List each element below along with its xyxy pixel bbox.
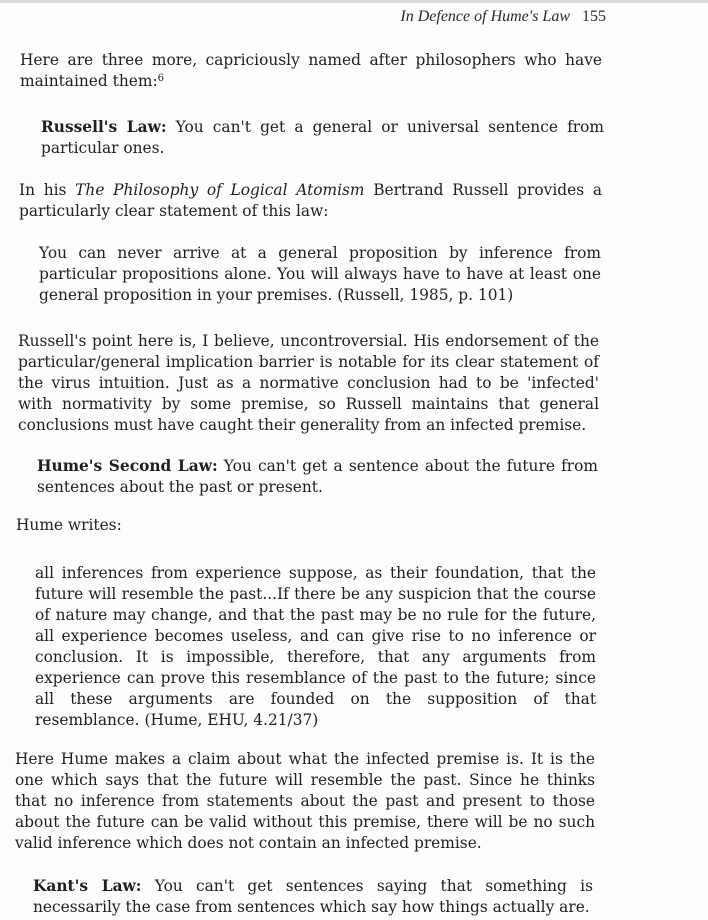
paragraph-hume-writes: Hume writes: xyxy=(16,516,122,534)
page-number: 155 xyxy=(582,8,606,25)
page-top-edge xyxy=(0,0,708,3)
russells-law-statement: Russell's Law: You can't get a general or universal sentence from particular ones. xyxy=(41,118,604,157)
paragraph-russell-point: Russell's point here is, I believe, uncontroversial. His endorsement of the particular/general implication barrier is notable for its clear statement of the virus intuition. Just as a normative conclusion had to be 'infected' with normativity by some premise, so Russell maintains that general conclusions must have caught their generality from an infected premise. xyxy=(18,332,599,434)
humes-second-law-statement: Hume's Second Law: You can't get a sentence about the future from sentences about the past or present. xyxy=(37,457,598,496)
blockquote-russell: You can never arrive at a general proposition by inference from particular propositions alone. You will always have to have at least one general proposition in your premises. (Russell, 1985, p. 101) xyxy=(39,244,601,304)
book-title: The Philosophy of Logical Atomism xyxy=(75,181,365,199)
humes-second-law-label: Hume's Second Law: xyxy=(37,457,218,475)
kants-law-statement: Kant's Law: You can't get sentences saying that something is necessarily the case from sentences which say how things actually are. xyxy=(33,877,593,916)
paragraph-infected-premise: Here Hume makes a claim about what the infected premise is. It is the one which says that the future will resemble the past. Since he thinks that no inference from statements about the past and present to those about the future can be valid without this premise, there will be no such valid inference which does not contain an infected premise. xyxy=(15,750,595,852)
kants-law-label: Kant's Law: xyxy=(33,877,142,895)
running-header-title: In Defence of Hume's Law xyxy=(400,8,570,25)
footnote-marker: 6 xyxy=(157,73,165,84)
running-header xyxy=(400,8,606,26)
paragraph-intro: Here are three more, capriciously named after philosophers who have maintained them:$^6$ xyxy=(20,51,602,90)
paragraph-russell-intro: In his The Philosophy of Logical Atomism Bertrand Russell provides a particularly clear statement of this law: xyxy=(19,181,603,220)
blockquote-hume: all inferences from experience suppose, as their foundation, that the future will resemble the past...If there be any suspicion that the course of nature may change, and that the past may be no rule for the future, all experience becomes useless, and can give rise to no inference or conclusion. It is impossible, therefore, that any arguments from experience can prove this resemblance of the past to the future; since all these arguments are founded on the supposition of that resemblance. (Hume, EHU, 4.21/37) xyxy=(35,564,596,729)
russells-law-label: Russell's Law: xyxy=(41,118,167,136)
